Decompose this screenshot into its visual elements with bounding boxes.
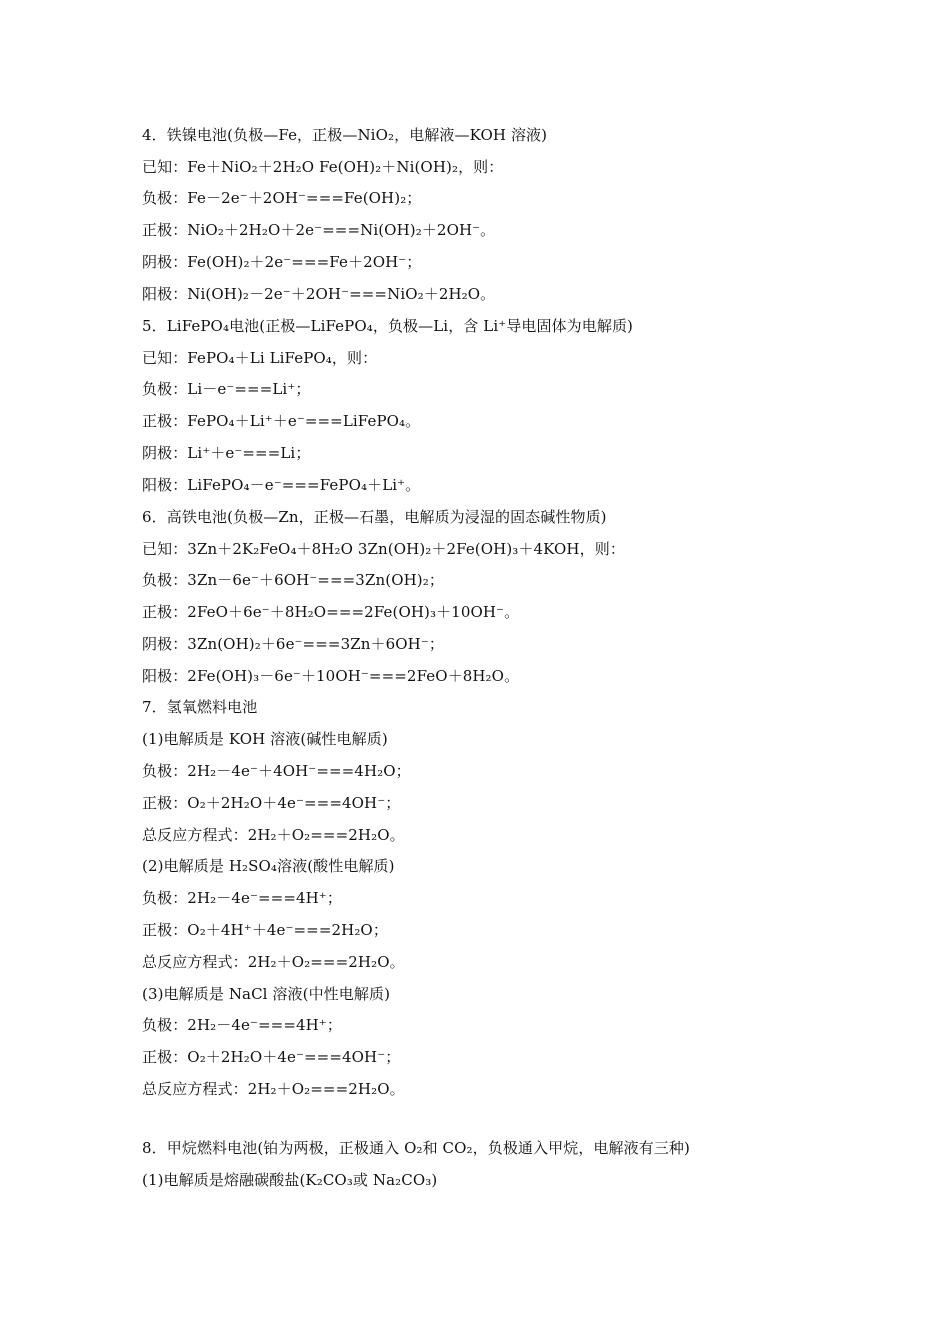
section-7-3-total-reaction: 总反应方程式：2H₂＋O₂===2H₂O。 [142,1080,405,1098]
section-4-negative-electrode: 负极：Fe－2e⁻＋2OH⁻===Fe(OH)₂； [142,189,422,207]
section-7-1-positive-electrode: 正极：O₂＋2H₂O＋4e⁻===4OH⁻； [142,794,401,812]
section-7-2-positive-electrode: 正极：O₂＋4H⁺＋4e⁻===2H₂O； [142,921,388,939]
section-8-1-heading: (1)电解质是熔融碳酸盐(K₂CO₃或 Na₂CO₃) [142,1171,438,1189]
section-6-cathode: 阴极：3Zn(OH)₂＋6e⁻===3Zn＋6OH⁻； [142,635,444,653]
section-7-2-negative-electrode: 负极：2H₂－4e⁻===4H⁺； [142,889,342,907]
section-6-known-equation: 已知：3Zn＋2K₂FeO₄＋8H₂O 3Zn(OH)₂＋2Fe(OH)₃＋4KOH，则： [142,540,625,558]
section-5-heading: 5．LiFePO₄电池(正极—LiFePO₄，负极—Li，含 Li⁺导电固体为电解质) [142,317,634,335]
section-4-known-equation: 已知：Fe＋NiO₂＋2H₂O Fe(OH)₂＋Ni(OH)₂，则： [142,158,504,176]
section-7-heading: 7．氢氧燃料电池 [142,698,258,716]
section-4-cathode: 阴极：Fe(OH)₂＋2e⁻===Fe＋2OH⁻； [142,253,422,271]
section-6-positive-electrode: 正极：2FeO＋6e⁻＋8H₂O===2Fe(OH)₃＋10OH⁻。 [142,603,520,621]
section-7-3-heading: (3)电解质是 NaCl 溶液(中性电解质) [142,985,391,1003]
section-4-anode: 阳极：Ni(OH)₂－2e⁻＋2OH⁻===NiO₂＋2H₂O。 [142,285,496,303]
section-4-heading: 4．铁镍电池(负极—Fe，正极—NiO₂，电解液—KOH 溶液) [142,126,548,144]
section-7-3-positive-electrode: 正极：O₂＋2H₂O＋4e⁻===4OH⁻； [142,1048,401,1066]
section-5-known-equation: 已知：FePO₄＋Li LiFePO₄，则： [142,349,378,367]
section-6-anode: 阳极：2Fe(OH)₃－6e⁻＋10OH⁻===2FeO＋8H₂O。 [142,667,520,685]
section-6-negative-electrode: 负极：3Zn－6e⁻＋6OH⁻===3Zn(OH)₂； [142,571,444,589]
section-7-1-negative-electrode: 负极：2H₂－4e⁻＋4OH⁻===4H₂O； [142,762,411,780]
section-7-2-heading: (2)电解质是 H₂SO₄溶液(酸性电解质) [142,857,395,875]
section-7-2-total-reaction: 总反应方程式：2H₂＋O₂===2H₂O。 [142,953,405,971]
section-8-heading: 8．甲烷燃料电池(铂为两极，正极通入 O₂和 CO₂，负极通入甲烷，电解液有三种) [142,1139,690,1157]
section-4-positive-electrode: 正极：NiO₂＋2H₂O＋2e⁻===Ni(OH)₂＋2OH⁻。 [142,221,496,239]
section-5-negative-electrode: 负极：Li－e⁻===Li⁺； [142,380,311,398]
section-7-1-total-reaction: 总反应方程式：2H₂＋O₂===2H₂O。 [142,826,405,844]
section-7-1-heading: (1)电解质是 KOH 溶液(碱性电解质) [142,730,388,748]
section-5-positive-electrode: 正极：FePO₄＋Li⁺＋e⁻===LiFePO₄。 [142,412,421,430]
section-7-3-negative-electrode: 负极：2H₂－4e⁻===4H⁺； [142,1016,342,1034]
section-5-cathode: 阴极：Li⁺＋e⁻===Li； [142,444,311,462]
section-6-heading: 6．高铁电池(负极—Zn，正极—石墨，电解质为浸湿的固态碱性物质) [142,508,607,526]
section-5-anode: 阳极：LiFePO₄－e⁻===FePO₄＋Li⁺。 [142,476,421,494]
